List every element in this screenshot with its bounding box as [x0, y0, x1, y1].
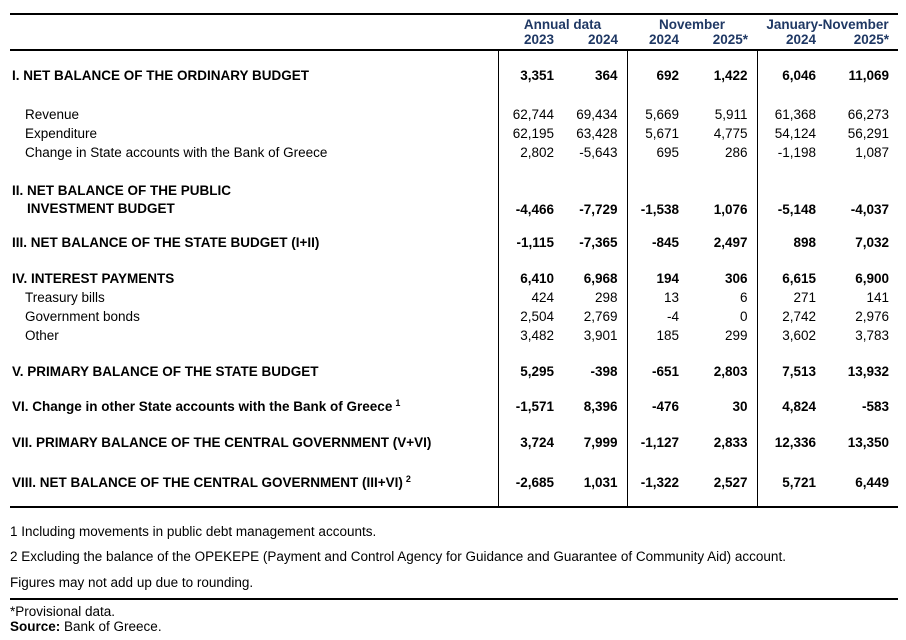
cell-value: 5,911 [714, 107, 748, 122]
cell-value: -1,127 [627, 433, 688, 452]
cell-value: 61,368 [757, 105, 825, 124]
row-label: VII. PRIMARY BALANCE OF THE CENTRAL GOVERNMENT (V+VI) [12, 435, 432, 450]
cell-value: -4 [627, 307, 688, 326]
cell-value: 13,932 [847, 364, 890, 379]
row-label: V. PRIMARY BALANCE OF THE STATE BUDGET [12, 364, 319, 379]
row-label: II. NET BALANCE OF THE PUBLIC INVESTMENT BUDGET [10, 182, 498, 219]
table-row [10, 269, 898, 288]
cell-value: 13,350 [847, 435, 890, 450]
table-row [10, 182, 898, 219]
row-label: Expenditure [25, 126, 98, 141]
cell-value: 7,513 [757, 362, 825, 381]
spacer-row [10, 252, 898, 269]
row-label: Government bonds [25, 309, 140, 324]
cell-value: 286 [724, 145, 748, 160]
table-row [10, 105, 898, 124]
header-empty-cell [10, 14, 498, 32]
cell-value: 5,669 [627, 105, 688, 124]
cell-value: 6,046 [757, 66, 825, 85]
cell-value: 3,724 [498, 433, 563, 452]
budget-table [10, 13, 898, 508]
cell-value: 2,742 [757, 307, 825, 326]
cell-value: 54,124 [757, 124, 825, 143]
year-header-annual-2023: 2023 [498, 32, 563, 50]
cell-value: 424 [498, 288, 563, 307]
table-row [10, 473, 898, 492]
cell-value: -398 [590, 364, 618, 379]
row-label: IV. INTEREST PAYMENTS [12, 271, 175, 286]
cell-value: 56,291 [847, 126, 890, 141]
header-year-row [10, 32, 898, 50]
cell-value: 6 [740, 290, 748, 305]
cell-value: 695 [627, 143, 688, 162]
spacer-row [10, 345, 898, 362]
cell-value: 141 [866, 290, 890, 305]
cell-value: 2,769 [583, 309, 618, 324]
cell-value: 2,833 [713, 435, 748, 450]
cell-value: 8,396 [583, 399, 618, 414]
cell-value: 898 [757, 233, 825, 252]
cell-value: 1,422 [713, 68, 748, 83]
cell-value: -7,365 [579, 235, 618, 250]
cell-value: 185 [627, 326, 688, 345]
cell-value: -651 [627, 362, 688, 381]
cell-value: 4,775 [713, 126, 748, 141]
cell-value: 7,032 [855, 235, 890, 250]
cell-value: 1,087 [855, 145, 890, 160]
cell-value: 306 [724, 271, 748, 286]
cell-value: -583 [861, 399, 890, 414]
cell-value: -1,198 [757, 143, 825, 162]
cell-value: 299 [724, 328, 748, 343]
spacer-row [10, 219, 898, 233]
cell-value: 6,900 [855, 271, 890, 286]
header-empty-cell [10, 32, 498, 50]
col-group-january-november: January-November [757, 14, 898, 32]
cell-value: 2,504 [498, 307, 563, 326]
cell-value: -7,729 [579, 202, 618, 217]
cell-value: 2,527 [713, 475, 748, 490]
spacer-row [10, 162, 898, 182]
cell-value: 3,783 [855, 328, 890, 343]
source-text: Bank of Greece. [60, 619, 162, 634]
cell-value: 6,449 [855, 475, 890, 490]
spacer-row [10, 452, 898, 473]
cell-value: 298 [594, 290, 618, 305]
year-header-jannov-2024: 2024 [757, 32, 825, 50]
cell-value: 63,428 [576, 126, 618, 141]
cell-value: -476 [627, 397, 688, 416]
footnote-1: 1 Including movements in public debt management accounts. [10, 524, 377, 539]
row-label: I. NET BALANCE OF THE ORDINARY BUDGET [12, 68, 310, 83]
cell-value: 6,968 [583, 271, 618, 286]
cell-value: -4,466 [498, 182, 563, 219]
row-label: Change in State accounts with the Bank of Greece [25, 145, 328, 160]
cell-value: 5,671 [627, 124, 688, 143]
cell-value: 12,336 [757, 433, 825, 452]
row-label-line2: INVESTMENT BUDGET [27, 201, 175, 216]
row-label: III. NET BALANCE OF THE STATE BUDGET (I+II) [12, 235, 320, 250]
cell-value: 5,295 [498, 362, 563, 381]
row-label: VI. Change in other State accounts with the Bank of Greece $^1$ [12, 397, 401, 414]
budget-table-body [10, 50, 898, 507]
cell-value: -1,115 [498, 233, 563, 252]
cell-value: 3,351 [498, 66, 563, 85]
row-label: Revenue [25, 107, 80, 122]
cell-value: 2,497 [713, 235, 748, 250]
cell-value: 6,615 [757, 269, 825, 288]
year-header-annual-2024: 2024 [563, 32, 627, 50]
table-row [10, 233, 898, 252]
cell-value: 4,824 [757, 397, 825, 416]
cell-value: -4,037 [850, 202, 890, 217]
spacer-row [10, 50, 898, 66]
row-label: Treasury bills [25, 290, 105, 305]
table-row [10, 66, 898, 85]
cell-value: 66,273 [847, 107, 890, 122]
year-header-jannov-2025: 2025* [825, 32, 898, 50]
spacer-row [10, 492, 898, 507]
cell-value: -5,643 [579, 145, 618, 160]
table-row [10, 307, 898, 326]
cell-value: 2,803 [713, 364, 748, 379]
table-row [10, 397, 898, 416]
separator-line [10, 598, 898, 600]
cell-value: -1,571 [498, 397, 563, 416]
cell-value: 13 [627, 288, 688, 307]
cell-value: 271 [757, 288, 825, 307]
source-note [10, 619, 162, 634]
cell-value: 69,434 [576, 107, 618, 122]
footnote-2: 2 Excluding the balance of the OPEKEPE (Payment and Control Agency for Guidance and Guarantee of Community Aid) account. [10, 549, 786, 564]
header-group-row [10, 14, 898, 32]
cell-value: 30 [732, 399, 748, 414]
cell-value: 11,069 [848, 68, 890, 83]
row-label: Other [25, 328, 59, 343]
cell-value: 62,195 [498, 124, 563, 143]
cell-value: 7,999 [583, 435, 618, 450]
cell-value: 364 [594, 68, 618, 83]
table-row [10, 326, 898, 345]
provisional-note: *Provisional data. [10, 604, 116, 619]
footnote-marker: 1 [395, 397, 401, 408]
cell-value: -845 [627, 233, 688, 252]
cell-value: 2,802 [498, 143, 563, 162]
rounding-note: Figures may not add up due to rounding. [10, 575, 254, 590]
table-row [10, 362, 898, 381]
table-header [10, 14, 898, 50]
cell-value: 692 [627, 66, 688, 85]
spacer-row [10, 381, 898, 397]
cell-value: -5,148 [757, 182, 825, 219]
footnote-marker: 2 [405, 473, 411, 484]
cell-value: 2,976 [855, 309, 890, 324]
cell-value: 194 [627, 269, 688, 288]
cell-value: -2,685 [498, 473, 563, 492]
spacer-row [10, 85, 898, 105]
row-label: VIII. NET BALANCE OF THE CENTRAL GOVERNMENT (III+VI) $^2$ [12, 473, 411, 490]
cell-value: 1,076 [713, 202, 748, 217]
cell-value: 62,744 [498, 105, 563, 124]
cell-value: 3,602 [757, 326, 825, 345]
spacer-row [10, 416, 898, 433]
cell-value: 3,901 [583, 328, 618, 343]
table-row [10, 143, 898, 162]
source-label: Source: [10, 619, 61, 634]
cell-value: 6,410 [498, 269, 563, 288]
cell-value: 3,482 [498, 326, 563, 345]
cell-value: -1,538 [627, 182, 688, 219]
col-group-november: November [627, 14, 757, 32]
table-row [10, 124, 898, 143]
cell-value: -1,322 [627, 473, 688, 492]
cell-value: 5,721 [757, 473, 825, 492]
cell-value: 0 [740, 309, 748, 324]
cell-value: 1,031 [583, 475, 618, 490]
year-header-nov-2024: 2024 [627, 32, 688, 50]
table-row [10, 433, 898, 452]
col-group-annual-data: Annual data [498, 14, 627, 32]
year-header-nov-2025: 2025* [688, 32, 757, 50]
table-row [10, 288, 898, 307]
